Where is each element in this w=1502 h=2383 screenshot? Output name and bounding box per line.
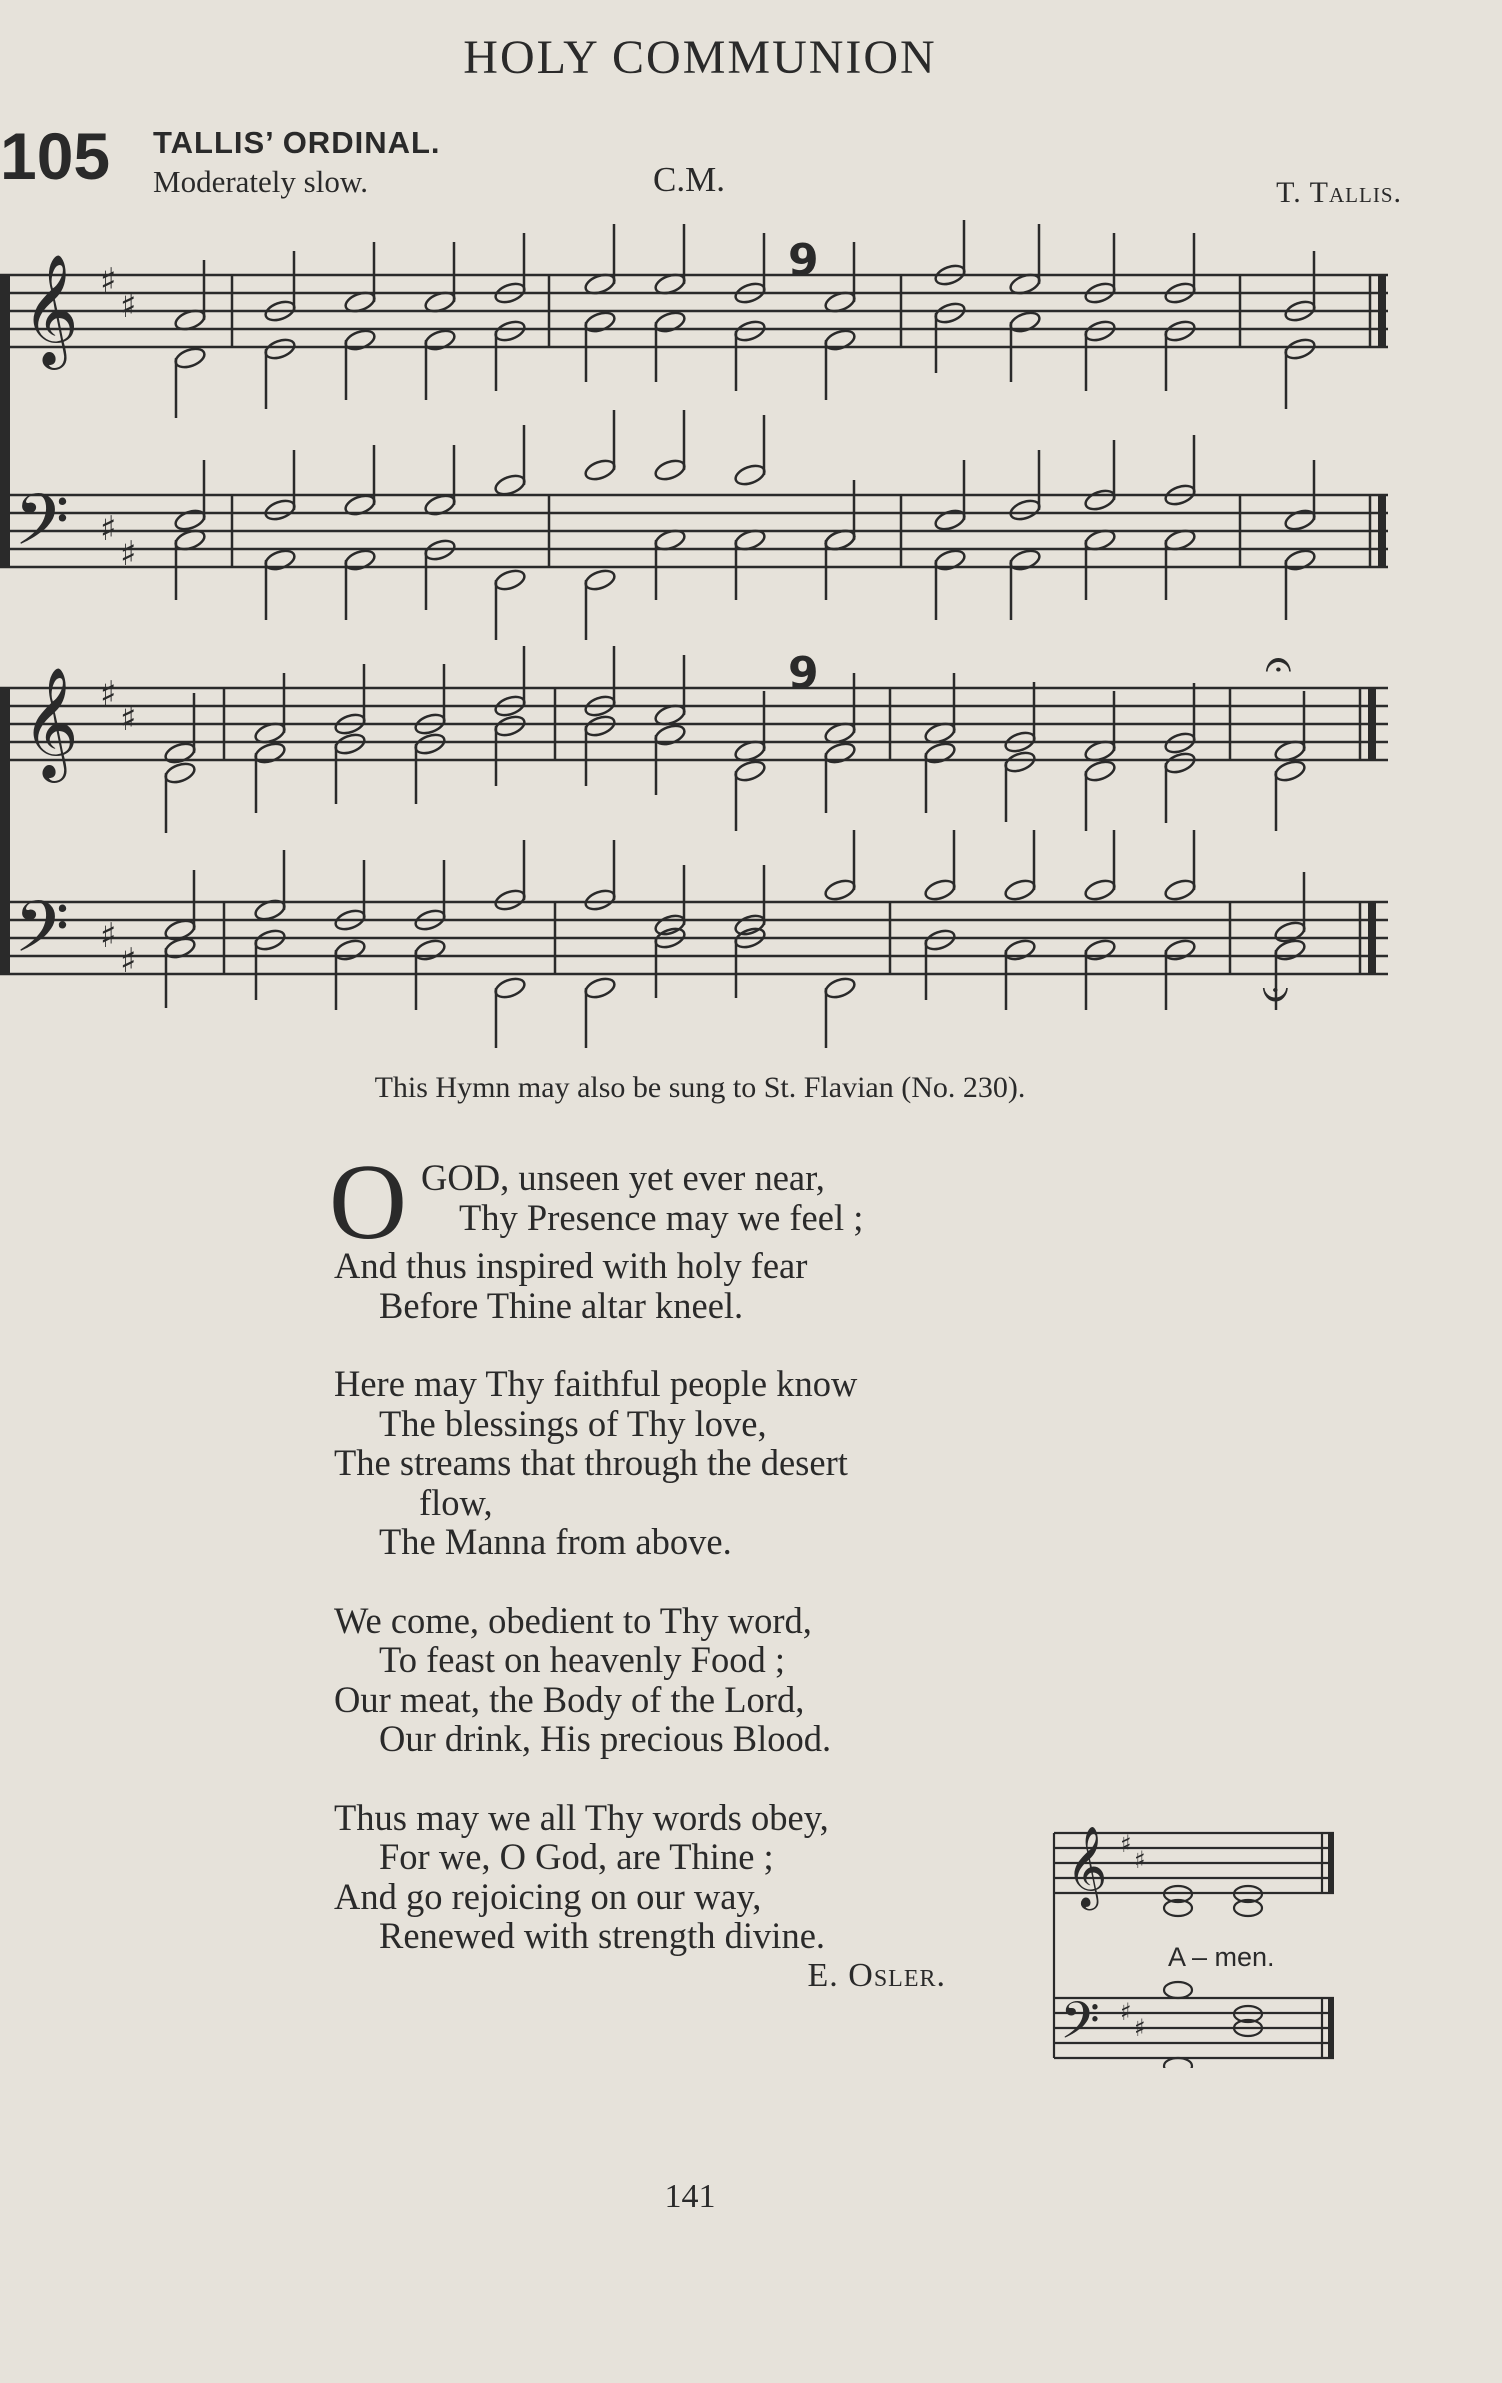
svg-text:♯: ♯	[1120, 1998, 1132, 2026]
svg-text:𝄢: 𝄢	[1060, 1990, 1100, 2063]
svg-text:♯: ♯	[1120, 1830, 1132, 1858]
verse-line: And thus inspired with holy fear	[334, 1245, 808, 1286]
note-head	[733, 462, 767, 487]
note-head	[1008, 309, 1042, 334]
note-head	[1003, 749, 1037, 774]
note-head	[173, 345, 207, 370]
drop-cap: O	[329, 1143, 407, 1262]
note-head	[923, 740, 957, 765]
note-head	[343, 327, 377, 352]
note-head	[163, 740, 197, 765]
stanza-2	[334, 1364, 1054, 1562]
note-head	[333, 937, 367, 962]
verse-line: And go rejoicing on our way,	[334, 1875, 762, 1917]
verse-line: GOD, unseen yet ever near,	[421, 1157, 825, 1198]
author: E. Osler.	[807, 1956, 946, 1994]
verse-line: Thus may we all Thy words obey,	[334, 1796, 829, 1838]
note-head	[1008, 547, 1042, 572]
note-head	[1008, 497, 1042, 522]
bass-clef: 𝄢	[14, 886, 70, 986]
note-head	[1083, 758, 1117, 783]
verse-line: The blessings of Thy love,	[379, 1402, 767, 1444]
note-head	[583, 975, 617, 1000]
stanza-4	[334, 1798, 1054, 1956]
note-head	[1083, 318, 1117, 343]
note-head	[493, 318, 527, 343]
note-head	[263, 497, 297, 522]
svg-text:9: 9	[788, 235, 819, 286]
note-head	[423, 327, 457, 352]
running-head: HOLY COMMUNION	[463, 31, 937, 84]
note-head	[1003, 937, 1037, 962]
note-head	[923, 927, 957, 952]
note-head	[263, 547, 297, 572]
staff-treble-2	[0, 688, 1388, 760]
note-head	[253, 740, 287, 765]
verse-line: The streams that through the desert	[334, 1442, 848, 1483]
note-head	[733, 318, 767, 343]
note-head	[933, 300, 967, 325]
svg-text:♯: ♯	[120, 699, 137, 739]
verse-line: Renewed with strength divine.	[379, 1915, 826, 1956]
note-head	[1083, 877, 1117, 902]
note-head	[1283, 336, 1317, 361]
note-head	[583, 457, 617, 482]
note-head	[823, 975, 857, 1000]
verse-line: For we, O God, are Thine ;	[379, 1836, 774, 1877]
svg-text:♯: ♯	[120, 941, 137, 981]
music-score	[0, 220, 1400, 1070]
note-head	[413, 731, 447, 756]
verse-line: Our meat, the Body of the Lord,	[334, 1678, 805, 1720]
note-head	[1083, 487, 1117, 512]
verse-line: We come, obedient to Thy word,	[334, 1599, 812, 1641]
tune-name: TALLIS’ ORDINAL.	[153, 125, 441, 160]
svg-text:♯: ♯	[100, 261, 117, 301]
note-head	[923, 877, 957, 902]
note-head	[1083, 937, 1117, 962]
note-head	[653, 722, 687, 747]
svg-text:♯: ♯	[120, 534, 137, 574]
note-head	[653, 309, 687, 334]
staff-bass-2	[0, 902, 1388, 974]
svg-text:♯: ♯	[120, 286, 137, 326]
note-head	[583, 309, 617, 334]
svg-text:♯: ♯	[1134, 2014, 1146, 2042]
note-head	[653, 457, 687, 482]
verse-line: Our drink, His precious Blood.	[379, 1718, 832, 1759]
note-head	[583, 887, 617, 912]
treble-clef: 𝄞	[22, 666, 79, 778]
meter: C.M.	[653, 160, 725, 199]
note-head	[493, 887, 527, 912]
svg-text:𝄑: 𝄑	[1262, 966, 1289, 1022]
note-head	[583, 713, 617, 738]
note-head	[933, 507, 967, 532]
svg-text:♯: ♯	[100, 674, 117, 714]
stanza-3	[334, 1601, 1054, 1759]
hymn-text	[329, 1143, 1054, 1995]
treble-clef: 𝄞	[22, 253, 79, 365]
note-head	[1283, 547, 1317, 572]
note-head	[823, 327, 857, 352]
verse-line: flow,	[419, 1481, 493, 1523]
note-head	[413, 937, 447, 962]
svg-text:𝄞: 𝄞	[1066, 1825, 1108, 1907]
note-head	[1273, 758, 1307, 783]
tempo-marking: Moderately slow.	[153, 164, 368, 199]
svg-text:♯: ♯	[1134, 1846, 1146, 1874]
note-head	[493, 567, 527, 592]
verse-line: The Manna from above.	[379, 1521, 732, 1562]
alternate-tune-note: This Hymn may also be sung to St. Flavian (No. 230).	[374, 1071, 1026, 1104]
svg-text:♯: ♯	[100, 916, 117, 956]
note-head	[1163, 318, 1197, 343]
note-head	[1163, 750, 1197, 775]
composer: T. Tallis.	[1276, 176, 1402, 209]
amen-score	[1052, 1808, 1342, 2068]
verse-line: To feast on heavenly Food ;	[379, 1639, 785, 1680]
svg-text:9: 9	[788, 648, 819, 699]
note-head	[653, 912, 687, 937]
amen-label: A – men.	[1168, 1942, 1275, 1972]
note-head	[733, 758, 767, 783]
stanza-1	[329, 1143, 1054, 1326]
verse-line: Here may Thy faithful people know	[334, 1363, 858, 1404]
note-head	[253, 927, 287, 952]
verse-line: Before Thine altar kneel.	[379, 1284, 744, 1326]
verse-line: Thy Presence may we feel ;	[459, 1196, 864, 1238]
note-head	[933, 547, 967, 572]
bass-clef: 𝄢	[14, 479, 70, 579]
svg-text:𝄐: 𝄐	[1265, 636, 1292, 692]
note-head	[333, 731, 367, 756]
note-head	[733, 912, 767, 937]
note-head	[493, 713, 527, 738]
note-head	[823, 740, 857, 765]
note-head	[1283, 507, 1317, 532]
note-head	[583, 567, 617, 592]
note-head	[173, 507, 207, 532]
note-head	[493, 975, 527, 1000]
note-head	[823, 877, 857, 902]
page-number: 141	[664, 2178, 716, 2215]
note-head	[1163, 877, 1197, 902]
hymn-number: 105	[0, 119, 111, 193]
note-head	[343, 547, 377, 572]
note-head	[163, 760, 197, 785]
note-head	[1163, 937, 1197, 962]
note-head	[1003, 877, 1037, 902]
note-head	[263, 336, 297, 361]
svg-text:♯: ♯	[100, 509, 117, 549]
